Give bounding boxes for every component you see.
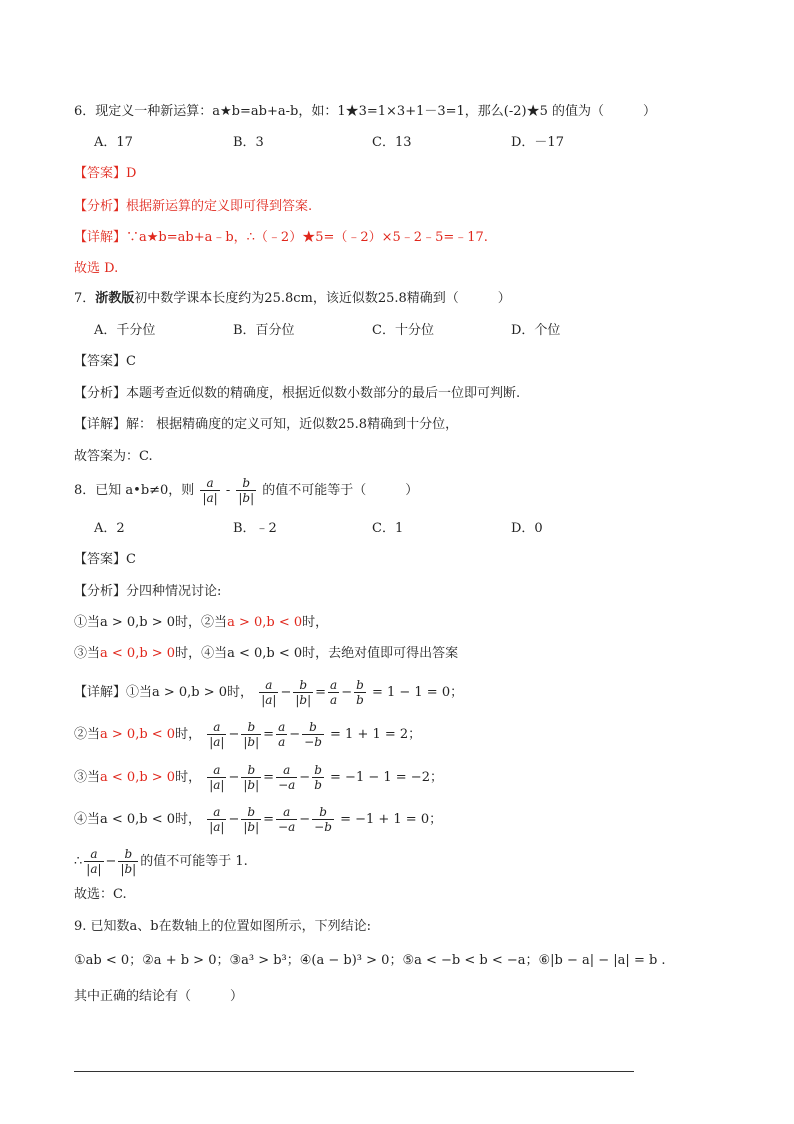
fraction: $\frac{b}{-b}$: [304, 720, 322, 749]
q8-stem: 8．已知 a•b≠0，则 $\frac{a}{|a|}$ - $\frac{b}{|b|}$ 的值不可能等于（ ）: [74, 476, 419, 505]
q7-options: [94, 322, 650, 340]
q8-options: [94, 520, 650, 538]
q8-detail-1: 【详解】①当a > 0,b > 0时， $\frac{a}{|a|}$ − $\frac{b}{|b|}$ = $\frac{a}{a}$ − $\frac{b}{b}$ = 1 − 1 = 0；: [74, 678, 464, 707]
q8-detail-result: = −1 − 1 = −2；: [330, 770, 443, 785]
fraction: $\frac{a}{a}$: [330, 678, 338, 707]
q6-conclusion: 故选 D.: [74, 261, 119, 276]
q8-detail-text: 【详解】①当a > 0,b > 0时，: [74, 685, 254, 700]
q6-option-a: A．17: [94, 135, 133, 150]
q9-items: ①ab < 0；②a + b > 0；③a³ > b³；④(a − b)³ > 0；⑤a < −b < b < −a；⑥|b − a| − |a| = b .: [74, 953, 666, 968]
q7-option-a: A．千分位: [94, 323, 156, 338]
fraction: $\frac{a}{a}$: [278, 720, 286, 749]
q6-option-b: B．3: [233, 135, 264, 150]
q7-stem-text: 初中数学课本长度约为25.8cm，该近似数25.8精确到（ ）: [134, 291, 511, 306]
q8-detail-text: 时，: [175, 770, 202, 785]
q6-options: [94, 134, 650, 152]
fraction: $\frac{a}{|a|}$: [209, 720, 225, 749]
q7-conclusion: 故答案为：C.: [74, 449, 153, 464]
therefore-symbol: ∴: [74, 854, 83, 869]
fraction: $\frac{b}{|b|}$: [120, 847, 137, 876]
q8-answer: 【答案】C: [74, 552, 136, 567]
q8-conclusion: 故选：C.: [74, 887, 127, 902]
q8-case-line-2: [74, 645, 458, 663]
q8-detail-text: ②当: [74, 727, 101, 742]
q8-option-d: D．0: [511, 521, 543, 536]
q7-option-d: D．个位: [511, 323, 561, 338]
q6-detail: 【详解】∵a★b=ab+a﹣b，∴（﹣2）★5=（﹣2）×5﹣2﹣5=﹣17.: [74, 230, 488, 245]
q6-analysis: 【分析】根据新运算的定义即可得到答案.: [74, 199, 313, 214]
footer-rule: [74, 1071, 634, 1072]
q7-answer: 【答案】C: [74, 354, 136, 369]
fraction: $\frac{b}{|b|}$: [243, 805, 260, 834]
q8-case-line-1: [74, 614, 328, 632]
fraction: $\frac{a}{|a|}$: [261, 678, 277, 707]
q7-option-c: C．十分位: [372, 323, 434, 338]
q8-detail-red: a > 0,b < 0: [100, 727, 176, 742]
q8-case-red: a < 0,b > 0: [100, 646, 176, 661]
q7-option-b: B．百分位: [233, 323, 295, 338]
q8-detail-red: a < 0,b > 0: [100, 770, 176, 785]
q8-therefore: ∴ $\frac{a}{|a|}$ − $\frac{b}{|b|}$ 的值不可能等于 1.: [74, 847, 248, 876]
fraction: $\frac{b}{|b|}$: [243, 720, 260, 749]
q8-option-a: A．2: [94, 521, 125, 536]
fraction-a-over-abs-a: $\frac{a}{|a|}$: [202, 476, 218, 505]
q6-option-c: C．13: [372, 135, 412, 150]
q8-case-red: a > 0,b < 0: [227, 615, 303, 630]
q8-stem-suffix: 的值不可能等于（ ）: [262, 483, 419, 498]
q8-detail-2: ②当a > 0,b < 0时， $\frac{a}{|a|}$ − $\frac{b}{|b|}$ = $\frac{a}{a}$ − $\frac{b}{-b}$ = 1 + 1 = 2；: [74, 720, 422, 749]
q6-answer: 【答案】D: [74, 166, 137, 181]
fraction: $\frac{b}{b}$: [314, 763, 322, 792]
q8-detail-result: = −1 + 1 = 0；: [340, 812, 443, 827]
q8-case-text: 时，: [302, 615, 329, 630]
fraction: $\frac{b}{-b}$: [314, 805, 332, 834]
fraction-b-over-abs-b: $\frac{b}{|b|}$: [238, 476, 255, 505]
q7-number: 7．: [74, 291, 96, 306]
q8-detail-4: ④当a < 0,b < 0时， $\frac{a}{|a|}$ − $\frac{b}{|b|}$ = $\frac{a}{-a}$ − $\frac{b}{-b}$ = −1 + 1 = 0；: [74, 805, 443, 834]
fraction: $\frac{b}{|b|}$: [295, 678, 312, 707]
q8-stem-prefix: 8．已知 a•b≠0，则: [74, 483, 195, 498]
q8-option-c: C．1: [372, 521, 404, 536]
q9-question: 其中正确的结论有（ ）: [74, 989, 244, 1004]
q8-option-b: B．﹣2: [233, 521, 277, 536]
q7-brand: 浙教版: [95, 291, 135, 306]
q6-option-d: D．－17: [511, 135, 564, 150]
fraction: $\frac{a}{-a}$: [278, 763, 296, 792]
q8-case-text: ①当a > 0,b > 0时，②当: [74, 615, 228, 630]
q7-detail: 【详解】解： 根据精确度的定义可知，近似数25.8精确到十分位，: [74, 417, 459, 432]
fraction: $\frac{a}{|a|}$: [209, 805, 225, 834]
q6-stem: 6．现定义一种新运算：a★b=ab+a-b，如：1★3=1×3+1－3=1，那么(-2)★5 的值为（ ）: [74, 104, 656, 119]
q8-detail-result: = 1 + 1 = 2；: [330, 727, 422, 742]
q8-detail-text: ③当: [74, 770, 101, 785]
fraction: $\frac{b}{|b|}$: [243, 763, 260, 792]
q8-case-text: 时，④当a < 0,b < 0时，去绝对值即可得出答案: [175, 646, 459, 661]
q8-detail-result: = 1 − 1 = 0；: [371, 685, 464, 700]
q9-stem: 9. 已知数a、b在数轴上的位置如图所示，下列结论:: [74, 919, 371, 934]
fraction: $\frac{a}{|a|}$: [209, 763, 225, 792]
fraction: $\frac{b}{b}$: [356, 678, 364, 707]
fraction: $\frac{a}{|a|}$: [86, 847, 102, 876]
q8-detail-3: ③当a < 0,b > 0时， $\frac{a}{|a|}$ − $\frac{b}{|b|}$ = $\frac{a}{-a}$ − $\frac{b}{b}$ = −1 − 1 = −2；: [74, 763, 443, 792]
q7-analysis: 【分析】本题考查近似数的精确度，根据近似数小数部分的最后一位即可判断.: [74, 386, 521, 401]
q8-therefore-text: 的值不可能等于 1.: [140, 854, 248, 869]
q7-stem: [74, 290, 511, 308]
q8-detail-text: 时，: [175, 727, 202, 742]
q8-analysis: 【分析】分四种情况讨论:: [74, 584, 222, 599]
q8-detail-text: ④当a < 0,b < 0时，: [74, 812, 202, 827]
q8-case-text: ③当: [74, 646, 101, 661]
fraction: $\frac{a}{-a}$: [278, 805, 296, 834]
